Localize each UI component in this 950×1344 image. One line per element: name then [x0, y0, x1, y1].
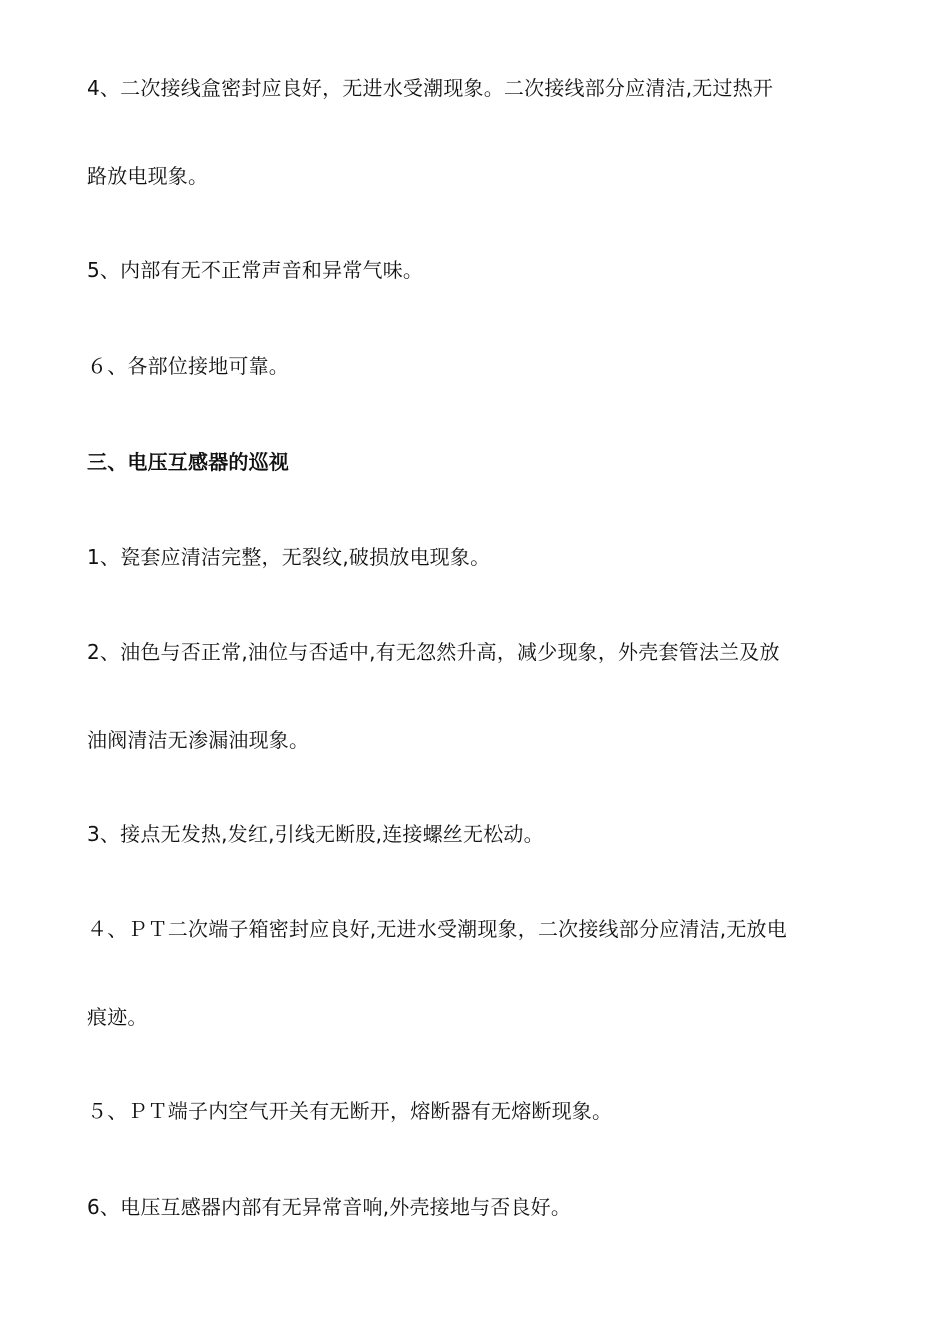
paragraph-line: 痕迹。: [87, 1005, 148, 1029]
paragraph-line: ６、各部位接地可靠。: [87, 354, 289, 378]
paragraph-line: 油阀清洁无渗漏油现象。: [87, 728, 310, 752]
paragraph-line: 1、瓷套应清洁完整，无裂纹,破损放电现象。: [87, 545, 491, 569]
paragraph-line: 3、接点无发热,发红,引线无断股,连接螺丝无松动。: [87, 822, 544, 846]
paragraph-line: 6、电压互感器内部有无异常音响,外壳接地与否良好。: [87, 1195, 572, 1219]
paragraph-line: 5、内部有无不正常声音和异常气味。: [87, 258, 424, 282]
paragraph-line: 路放电现象。: [87, 164, 209, 188]
paragraph-line: ５、ＰＴ端子内空气开关有无断开，熔断器有无熔断现象。: [87, 1099, 613, 1123]
paragraph-line: 2、油色与否正常,油位与否适中,有无忽然升高，减少现象，外壳套管法兰及放: [87, 640, 780, 664]
paragraph-line: ４、ＰＴ二次端子箱密封应良好,无进水受潮现象，二次接线部分应清洁,无放电: [87, 917, 787, 941]
section-heading: 三、电压互感器的巡视: [87, 450, 289, 474]
paragraph-line: 4、二次接线盒密封应良好，无进水受潮现象。二次接线部分应清洁,无过热开: [87, 76, 774, 100]
